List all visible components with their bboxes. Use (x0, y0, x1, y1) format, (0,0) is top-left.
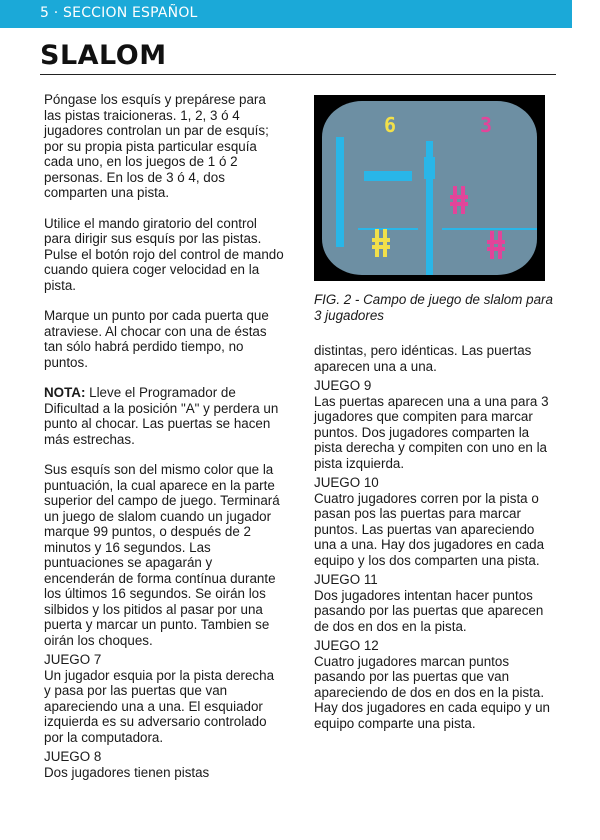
juego7-heading: JUEGO 7 (44, 652, 102, 667)
slalom-playfield (322, 101, 537, 275)
score-right: 3 (480, 113, 493, 137)
controls-paragraph: Utilice el mando giratorio del control para dirigir sus esquís por las pistas. Pulse el botón rojo del control de mando cuando quiera coger velocidad en la pista. (44, 215, 284, 293)
scoring-paragraph: Marque un punto por cada puerta que atraviese. Al chocar con una de éstas tan sólo habrá perdido tiempo, no puntos. (44, 308, 269, 370)
right-column (314, 343, 560, 735)
juego8-heading: JUEGO 8 (44, 749, 102, 764)
figure-caption: FIG. 2 - Campo de juego de slalom para 3 jugadores (314, 292, 553, 323)
skier-pink-bottom (487, 231, 505, 259)
gate-pole-left (336, 137, 344, 247)
skier-pink-top (450, 186, 468, 214)
juego8-text: Dos jugadores tienen pistas (44, 764, 210, 780)
juego12-heading: JUEGO 12 (314, 638, 379, 653)
gate-bar (364, 171, 412, 181)
section-label: 5 · SECCION ESPAÑOL (40, 5, 198, 21)
juego11-text: Dos jugadores intentan hacer puntos pasando por las puertas que aparecen de dos en dos en la pista. (314, 587, 544, 634)
divider-cap (424, 157, 435, 179)
tv-screen (322, 101, 537, 275)
juego9-text: Las puertas aparecen una a una para 3 jugadores que compiten para marcar puntos. Dos jugadores comparten la pista derecha y compiten con uno en la pista izquierda. (314, 393, 549, 471)
continuation-text: distintas, pero idénticas. Las puertas aparecen una a una. (314, 343, 532, 374)
juego9-heading: JUEGO 9 (314, 378, 372, 393)
nota-label: NOTA: (44, 385, 86, 400)
left-column (44, 92, 284, 784)
nota-paragraph (44, 385, 284, 447)
juego10-heading: JUEGO 10 (314, 475, 379, 490)
juego12-text: Cuatro jugadores marcan puntos pasando por las puertas que van apareciendo de dos en dos en la pista. Hay dos jugadores en cada equipo y un equipo comparte una pista. (314, 653, 550, 731)
score-left: 6 (384, 113, 397, 137)
skier-yellow (372, 229, 390, 257)
field-line-left (358, 228, 418, 230)
juego10-text: Cuatro jugadores corren por la pista o pasan pos las puertas para marcar puntos. Las puertas van apareciendo una a una. Hay dos jugadores en cada equipo y los dos comparten una pista. (314, 490, 545, 568)
section-banner (0, 0, 572, 28)
rules-paragraph: Sus esquís son del mismo color que la puntuación, la cual aparece en la parte superior del campo de juego. Terminará un juego de slalom cuando un jugador marque 99 puntos, o después de 2 minutos y 16 segundos. Las puntuaciones se apagarán y encenderán de forma contínua durante los últimos 16 segundos. Se oirán los silbidos y los pitidos al pasar por una puerta y marcar un punto. Tambien se oirán los choques. (44, 462, 280, 648)
nota-text: Lleve el Programador de Dificultad a la posición "A" y perdera un punto al chocar. Las puertas se hacen más estrechas. (44, 385, 279, 447)
intro-paragraph: Póngase los esquís y prepárese para las pistas traicioneras. 1, 2, 3 ó 4 jugadores controlan un par de esquís; por su propia pista particular esquía cada uno, en los juegos de 1 ó 2 personas. En los de 3 ó 4, dos comparten una pista. (44, 92, 269, 200)
title-rule (40, 74, 556, 75)
juego7-text: Un jugador esquia por la pista derecha y pasa por las puertas que van apareciendo una a una. El esquiador izquierda es su adversario controlado por la computadora. (44, 667, 275, 745)
game-figure (314, 95, 545, 281)
page-title: SLALOM (40, 40, 167, 71)
juego11-heading: JUEGO 11 (314, 572, 378, 587)
field-line-right (442, 228, 537, 230)
